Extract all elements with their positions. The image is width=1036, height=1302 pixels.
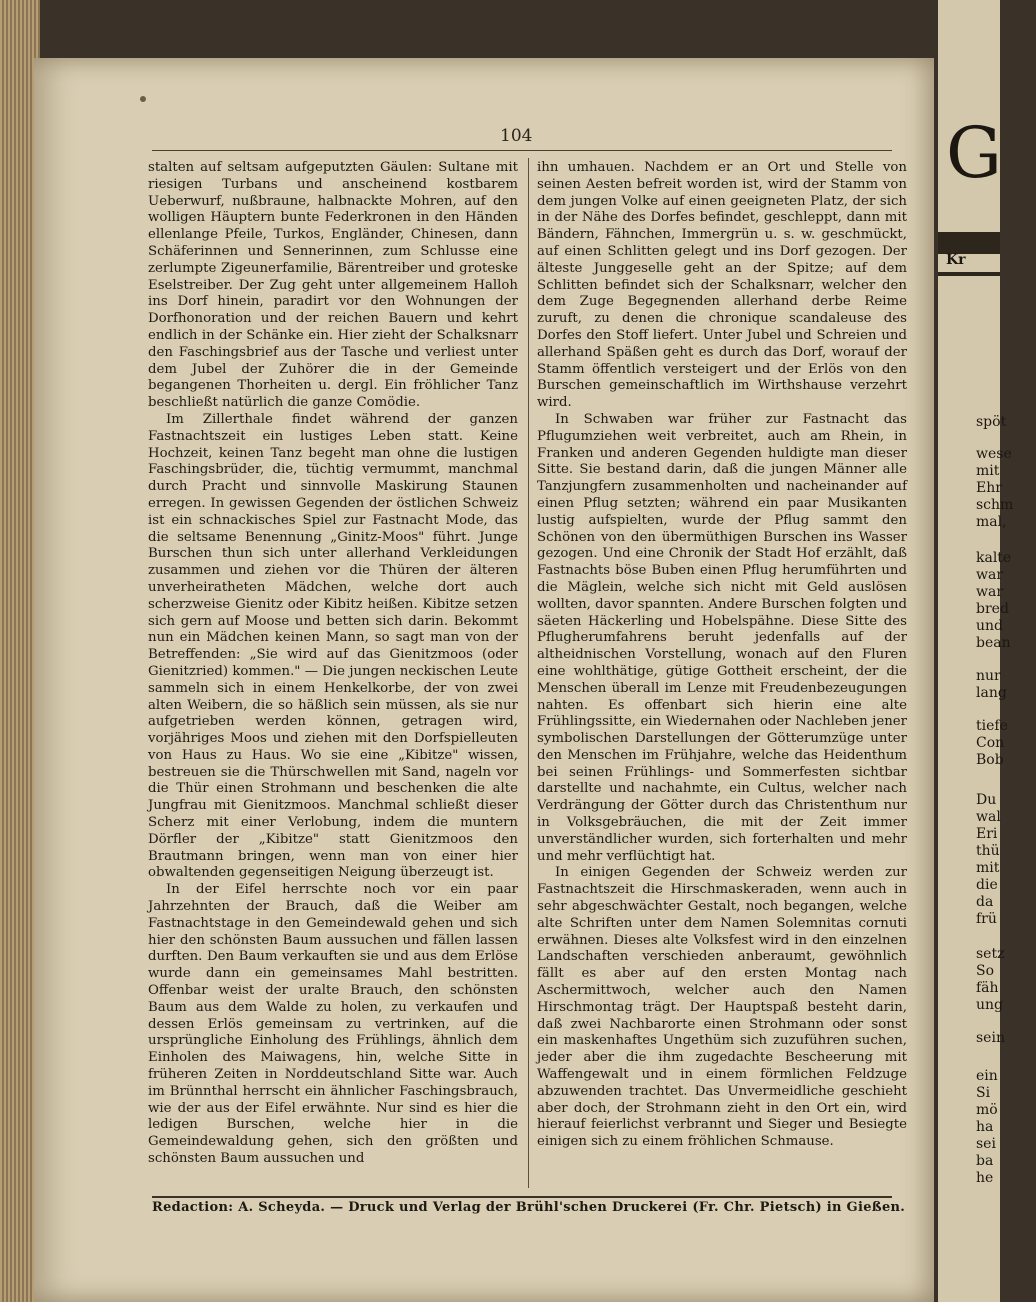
adjacent-fragment: wal (976, 809, 1001, 825)
paragraph: Im Zillerthale findet während der ganzen Fastnachtszeit ein lustiges Leben statt. Keine Hochzeit, keinen Tanz begeht man ohne die lustigen Faschingsbrüder, die, tüchtig vermummt, manchmal durch Pracht und sinnvolle Maskirung Staunen erregen. In gewissen Gegenden der östlichen Schweiz ist ein schnackisches Spiel zur Fastnacht Mode, das die seltsame Benennung „Ginitz-Moos" führt. Junge Burschen thun sich unter allerhand Verkleidungen zusammen und ziehen vor die Thüren der älteren unverheiratheten Mädchen, welche dort auch scherzweise Gienitz oder Kibitz heißen. Kibitze setzen sich gern auf Moose und betten sich darin. Bekommt nun ein Mädchen keinen Mann, so sagt man von der Betreffenden: „Sie wird auf das Gienitzmoos (oder Gienitzried) kommen." — Die jungen neckischen Leute sammeln sich in einem Henkelkorbe, der von zwei alten Weibern, die so häßlich sein müssen, als sie nur aufgetrieben werden können, getragen wird, vorjähriges Moos und ziehen mit den Dorfspielleuten von Haus zu Haus. Wo sie eine „Kibitze" wissen, bestreuen sie die Thürschwellen mit Sand, nageln vor die Thür einen Strohmann und beschenken die alte Jungfrau mit Gienitzmoos. Manchmal schließt dieser Scherz mit einer Verlobung, indem die muntern Dörfler der „Kibitze" statt Gienitzmoos den Brautmann bringen, wenn man von einer hier obwaltenden gegenseitigen Neigung überzeugt ist. (148, 411, 518, 881)
adjacent-fragment: und (976, 618, 1003, 634)
adjacent-fragment: Bob (976, 752, 1004, 768)
adjacent-fragment: da (976, 894, 994, 910)
adjacent-fragment: ha (976, 1119, 994, 1135)
adjacent-fragment: bean (976, 635, 1011, 651)
adjacent-rule (938, 272, 1000, 276)
adjacent-fragment: mit (976, 463, 1000, 479)
adjacent-fragment: Eri (976, 826, 998, 842)
footer-rule (152, 1196, 892, 1198)
adjacent-fragment: tiefe (976, 718, 1008, 734)
adjacent-page (938, 0, 1014, 1302)
adjacent-fragment: frü (976, 911, 997, 927)
paragraph: In der Eifel herrschte noch vor ein paar Jahrzehnten der Brauch, daß die Weiber am Fastnachtstage in den Gemeindewald gehen und sich hier den schönsten Baum aussuchen und fällen lassen durften. Den Baum verkauften sie und aus dem Erlöse wurde dann ein gemeinsames Mahl bestritten. Offenbar weist der uralte Brauch, den schönsten Baum aus dem Walde zu holen, zu verkaufen und dessen Erlös gemeinsam zu vertrinken, auf die ursprüngliche Einholung des Frühlings, ähnlich dem Einholen des Maiwagens, hin, welche Sitte in früheren Zeiten in Norddeutschland Sitte war. Auch im Brünnthal herrscht ein ähnlicher Faschingsbrauch, wie der aus der Eifel erwähnte. Nur sind es hier die ledigen Burschen, welche hier in die Gemeindewaldung gehen, sich den größten und schönsten Baum aussuchen und (148, 882, 518, 1167)
adjacent-fragment: mal, (976, 514, 1007, 530)
paragraph: stalten auf seltsam aufgeputzten Gäulen: Sultane mit riesigen Turbans und anscheinend kostbarem Ueberwurf, nußbraune, halbnackte Mohren, auf den wolligen Häuptern bunte Federkronen in den Händen ellenlange Pfeile, Turkos, Engländer, Chinesen, dann Schäferinnen und Sennerinnen, zum Schlusse eine zerlumpte Zigeunerfamilie, Bärentreiber und groteske Eselstreiber. Der Zug geht unter allgemeinem Halloh ins Dorf hinein, paradirt vor den Wohnungen der Dorfhonoration und der reichen Bauern und kehrt endlich in der Schänke ein. Hier zieht der Schalksnarr den Faschingsbrief aus der Tasche und verliest unter dem Jubel der Zuhörer die in der Gemeinde begangenen Thorheiten u. dergl. Ein fröhlicher Tanz beschließt natürlich die ganze Comödie. (148, 160, 518, 411)
paragraph: In einigen Gegenden der Schweiz werden zur Fastnachtszeit die Hirschmaskeraden, wenn auch in sehr abgeschwächter Gestalt, noch begangen, welche alte Schriften unter dem Namen Solemnitas cornuti erwähnen. Dieses alte Volksfest wird in den einzelnen Landschaften verschieden anberaumt, gewöhnlich fällt es aber auf den ersten Montag nach Aschermittwoch, welcher auch den Namen Hirschmontag trägt. Der Hauptspaß besteht darin, daß zwei Nachbarorte einen Strohmann oder sonst ein maskenhaftes Ungethüm sich zuzuführen suchen, jeder aber die ihm zugedachte Bescheerung mit Waffengewalt und in einem förmlichen Feldzuge abzuwenden trachtet. Das Unvermeidliche geschieht aber doch, der Strohmann zieht in den Ort ein, wird hierauf feierlichst verbrannt und Sieger und Besiegte einigen sich zu einem fröhlichen Schmause. (537, 865, 907, 1150)
adjacent-fragment: wese (976, 446, 1012, 462)
adjacent-fragment: die (976, 877, 998, 893)
adjacent-fragment: he (976, 1170, 994, 1186)
adjacent-fragment: Si (976, 1085, 991, 1101)
column-divider (528, 158, 529, 1188)
adjacent-fragment: ba (976, 1153, 994, 1169)
adjacent-fragment: spöt (976, 414, 1007, 430)
paragraph: In Schwaben war früher zur Fastnacht das Pflugumziehen weit verbreitet, auch am Rhein, in Franken und anderen Gegenden huldigte man dieser Sitte. Sie bestand darin, daß die jungen Männer alle Tanzjungfern zusammenholten und nacheinander auf einen Pflug setzten; während ein paar Musikanten lustig aufspielten, wurde der Pflug sammt den Schönen von den übermüthigen Burschen ins Wasser gezogen. Und eine Chronik der Stadt Hof erzählt, daß Fastnachts böse Buben einen Pflug herumführten und die Mäglein, welche sich nicht mit Geld auslösen wollten, davor spannten. Andere Burschen folgten und säeten Häckerling und Hobelspähne. Diese Sitte des Pflugherumfahrens beruht jedenfalls auf der altheidnischen Vorstellung, wonach auf den Fluren eine wohlthätige, gütige Gottheit erscheint, der die Menschen überall im Lenze mit Freudenbezeugungen nahten. Es offenbart sich hierin eine alte Frühlingssitte, ein Wiedernahen oder Nachleben jener symbolischen Darstellungen der Götterumzüge unter den Menschen im Frühjahre, welche das Heidenthum bei seinen Frühlings- und Sommerfesten sichtbar darstellte und nachahmte, ein Cultus, welcher nach Verdrängung der Götter durch das Christenthum nur in Volksgebräuchen, die mit der Zeit immer unverständlicher wurden, sich forterhalten und mehr und mehr verflüchtigt hat. (537, 411, 907, 864)
adjacent-fragment: So (976, 963, 995, 979)
adjacent-fragment: schm (976, 497, 1014, 513)
adjacent-header-bar (938, 232, 1000, 254)
paragraph: ihn umhauen. Nachdem er an Ort und Stelle von seinen Aesten befreit worden ist, wird der Stamm von dem jungen Volke auf einen geeigneten Platz, der sich in der Nähe des Dorfes befindet, geschleppt, dann mit Bändern, Fähnchen, Immergrün u. s. w. geschmückt, auf einen Schlitten gelegt und ins Dorf gezogen. Der älteste Junggeselle geht an der Spitze; auf dem Schlitten befindet sich der Schalksnarr, welcher den dem Zuge Begegnenden allerhand derbe Reime zuruft, zu denen die chronique scandaleuse des Dorfes den Stoff liefert. Unter Jubel und Schreien und allerhand Späßen geht es durch das Dorf, worauf der Stamm öffentlich versteigert und der Erlös von den Burschen gemeinschaftlich im Wirthshause verzehrt wird. (537, 160, 907, 411)
adjacent-fragment: Du (976, 792, 997, 808)
page-number: 104 (500, 126, 533, 146)
adjacent-header-letter: G (946, 112, 1002, 194)
adjacent-fragment: bred (976, 601, 1009, 617)
adjacent-fragment: nur (976, 668, 1001, 684)
right-column (537, 160, 907, 1190)
adjacent-fragment: sei (976, 1136, 996, 1152)
adjacent-fragment: sein (976, 1030, 1005, 1046)
adjacent-fragment: kalte (976, 550, 1012, 566)
adjacent-header-fragment: Kr (946, 252, 966, 268)
adjacent-fragment: setz (976, 946, 1005, 962)
adjacent-fragment: ein (976, 1068, 998, 1084)
adjacent-fragment: Con (976, 735, 1005, 751)
adjacent-fragment: Ehr (976, 480, 1002, 496)
adjacent-fragment: lang (976, 685, 1007, 701)
page-spot (140, 96, 146, 102)
imprint-footer: Redaction: A. Scheyda. — Druck und Verlag der Brühl'schen Druckerei (Fr. Chr. Pietsch) in Gießen. (152, 1200, 906, 1215)
adjacent-fragment: fäh (976, 980, 999, 996)
adjacent-fragment: mö (976, 1102, 998, 1118)
header-rule (152, 150, 892, 151)
adjacent-fragment: mit (976, 860, 1000, 876)
adjacent-fragment: thü (976, 843, 1000, 859)
adjacent-fragment: war (976, 567, 1004, 583)
left-column (148, 160, 518, 1190)
adjacent-fragment: ung (976, 997, 1003, 1013)
adjacent-fragment: war (976, 584, 1004, 600)
